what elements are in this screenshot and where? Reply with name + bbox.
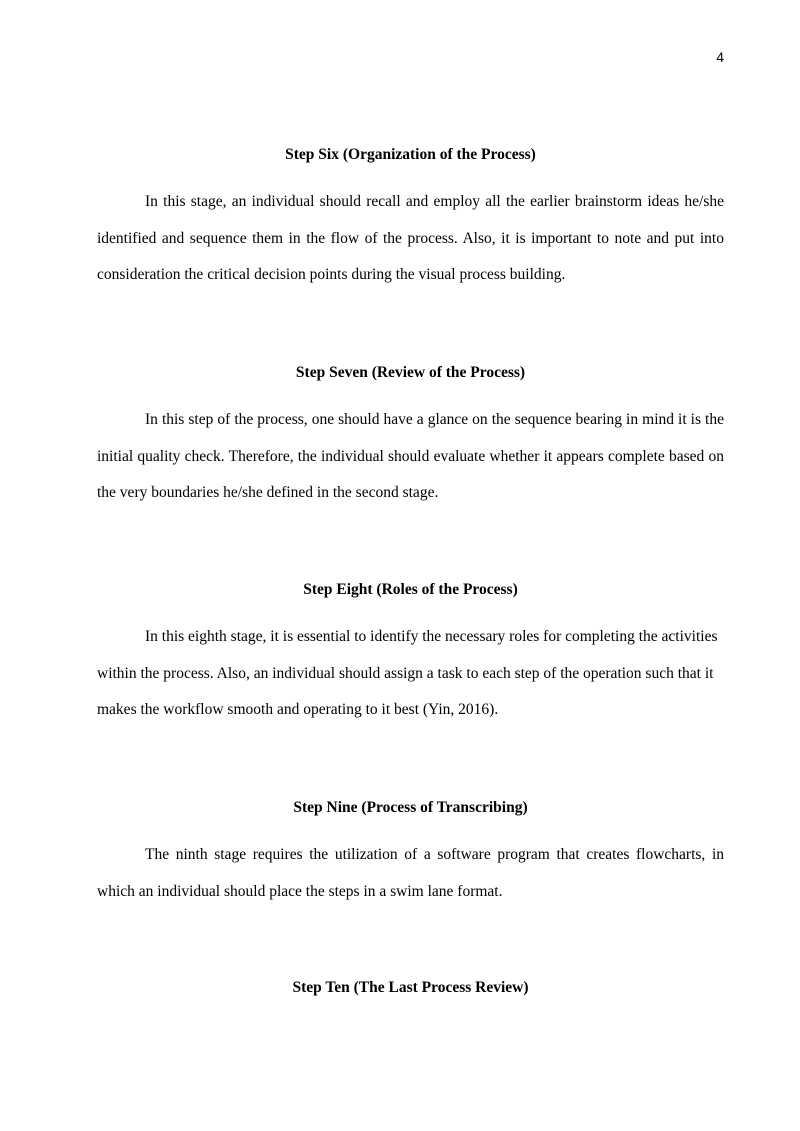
section-heading-step-six: Step Six (Organization of the Process) bbox=[285, 146, 536, 163]
section-heading-step-nine: Step Nine (Process of Transcribing) bbox=[293, 799, 528, 816]
section-heading-step-seven: Step Seven (Review of the Process) bbox=[295, 364, 526, 381]
section-heading-step-ten: Step Ten (The Last Process Review) bbox=[292, 979, 529, 996]
section-body-step-six: In this stage, an individual should recall and employ all the earlier brainstorm ideas he/she identified and sequence them in the flow of the process. Also, it is important to note and put into consideration the critical decision points during the visual process building. bbox=[97, 193, 724, 283]
section-body-step-eight: In this eighth stage, it is essential to identify the necessary roles for completing the activities within the process. Also, an individual should assign a task to each step of the operation such that it makes the workflow smooth and operating to it best (Yin, 2016). bbox=[97, 628, 718, 718]
page-number: 4 bbox=[716, 49, 724, 65]
section-heading-step-eight: Step Eight (Roles of the Process) bbox=[303, 581, 518, 598]
section-body-step-nine: The ninth stage requires the utilization of a software program that creates flowcharts, in which an individual should place the steps in a swim lane format. bbox=[97, 846, 724, 900]
section-body-step-seven: In this step of the process, one should have a glance on the sequence bearing in mind it is the initial quality check. Therefore, the individual should evaluate whether it appears complete based on the very boundaries he/she defined in the second stage. bbox=[97, 411, 724, 501]
